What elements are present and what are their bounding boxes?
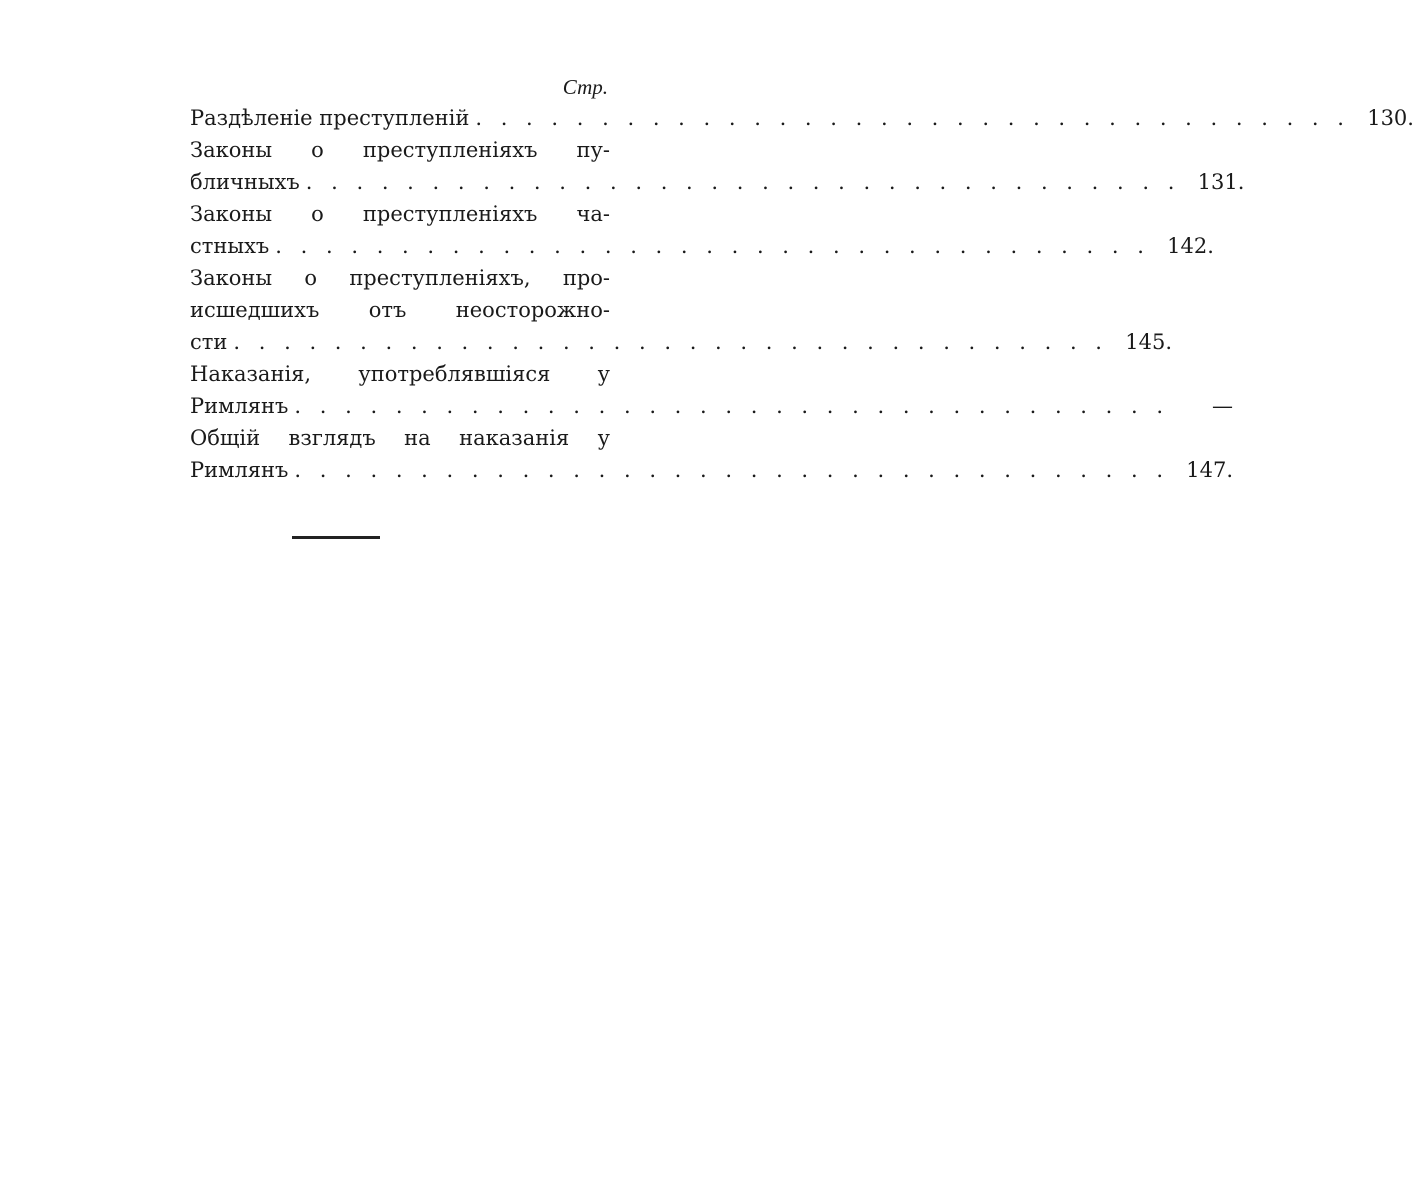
page-column-header: Стр. <box>562 75 608 99</box>
toc-entry-line <box>190 326 1172 358</box>
toc-entry-text: Раздѣленіе преступленій <box>190 106 470 130</box>
toc-page-number: 131. <box>1197 170 1245 194</box>
toc-entry-line: Общій взглядъ на наказанія у <box>190 426 610 450</box>
toc-entry-line: Наказанія, употреблявшіяся у <box>190 362 610 386</box>
dot-leader: . . . . . . . . . . . . . . . . . . . . . . . . . . . . . . . . . . . <box>294 394 1170 418</box>
toc-entry-line: Законы о преступленіяхъ пу- <box>190 138 610 162</box>
toc-page-number: 142. <box>1167 234 1214 258</box>
dot-leader: . . . . . . . . . . . . . . . . . . . . . . . . . . . . . . . . . . . <box>305 170 1181 194</box>
toc-entry-line: Законы о преступленіяхъ ча- <box>190 202 610 226</box>
toc-entry-line <box>190 390 1234 422</box>
toc-entry-line: Законы о преступленіяхъ, про- <box>190 266 610 290</box>
toc-entry-text: Римлянъ <box>190 458 289 482</box>
table-of-contents <box>190 72 1414 486</box>
dot-leader: . . . . . . . . . . . . . . . . . . . . . . . . . . . . . . . . . . . <box>275 234 1150 258</box>
toc-page-number: 130. <box>1367 106 1414 130</box>
toc-entry-line: исшедшихъ отъ неосторожно- <box>190 298 610 322</box>
toc-entry-line <box>190 230 1214 262</box>
toc-entry-line <box>190 102 1414 134</box>
toc-entry-text: сти <box>190 330 228 354</box>
toc-entry-line <box>190 454 1234 486</box>
toc-page-number: 147. <box>1186 458 1234 482</box>
toc-entry-text: Римлянъ <box>190 394 289 418</box>
dot-leader: . . . . . . . . . . . . . . . . . . . . . . . . . . . . . . . . . . . <box>475 106 1350 130</box>
dot-leader: . . . . . . . . . . . . . . . . . . . . . . . . . . . . . . . . . . . <box>233 330 1108 354</box>
toc-page-number: 145. <box>1125 330 1172 354</box>
toc-page-number: — <box>1212 394 1234 418</box>
toc-entry-line <box>190 166 1245 198</box>
toc-entry-text: стныхъ <box>190 234 270 258</box>
dot-leader: . . . . . . . . . . . . . . . . . . . . . . . . . . . . . . . . . . . <box>294 458 1170 482</box>
section-end-rule <box>292 536 380 539</box>
toc-entry-text: бличныхъ <box>190 170 300 194</box>
